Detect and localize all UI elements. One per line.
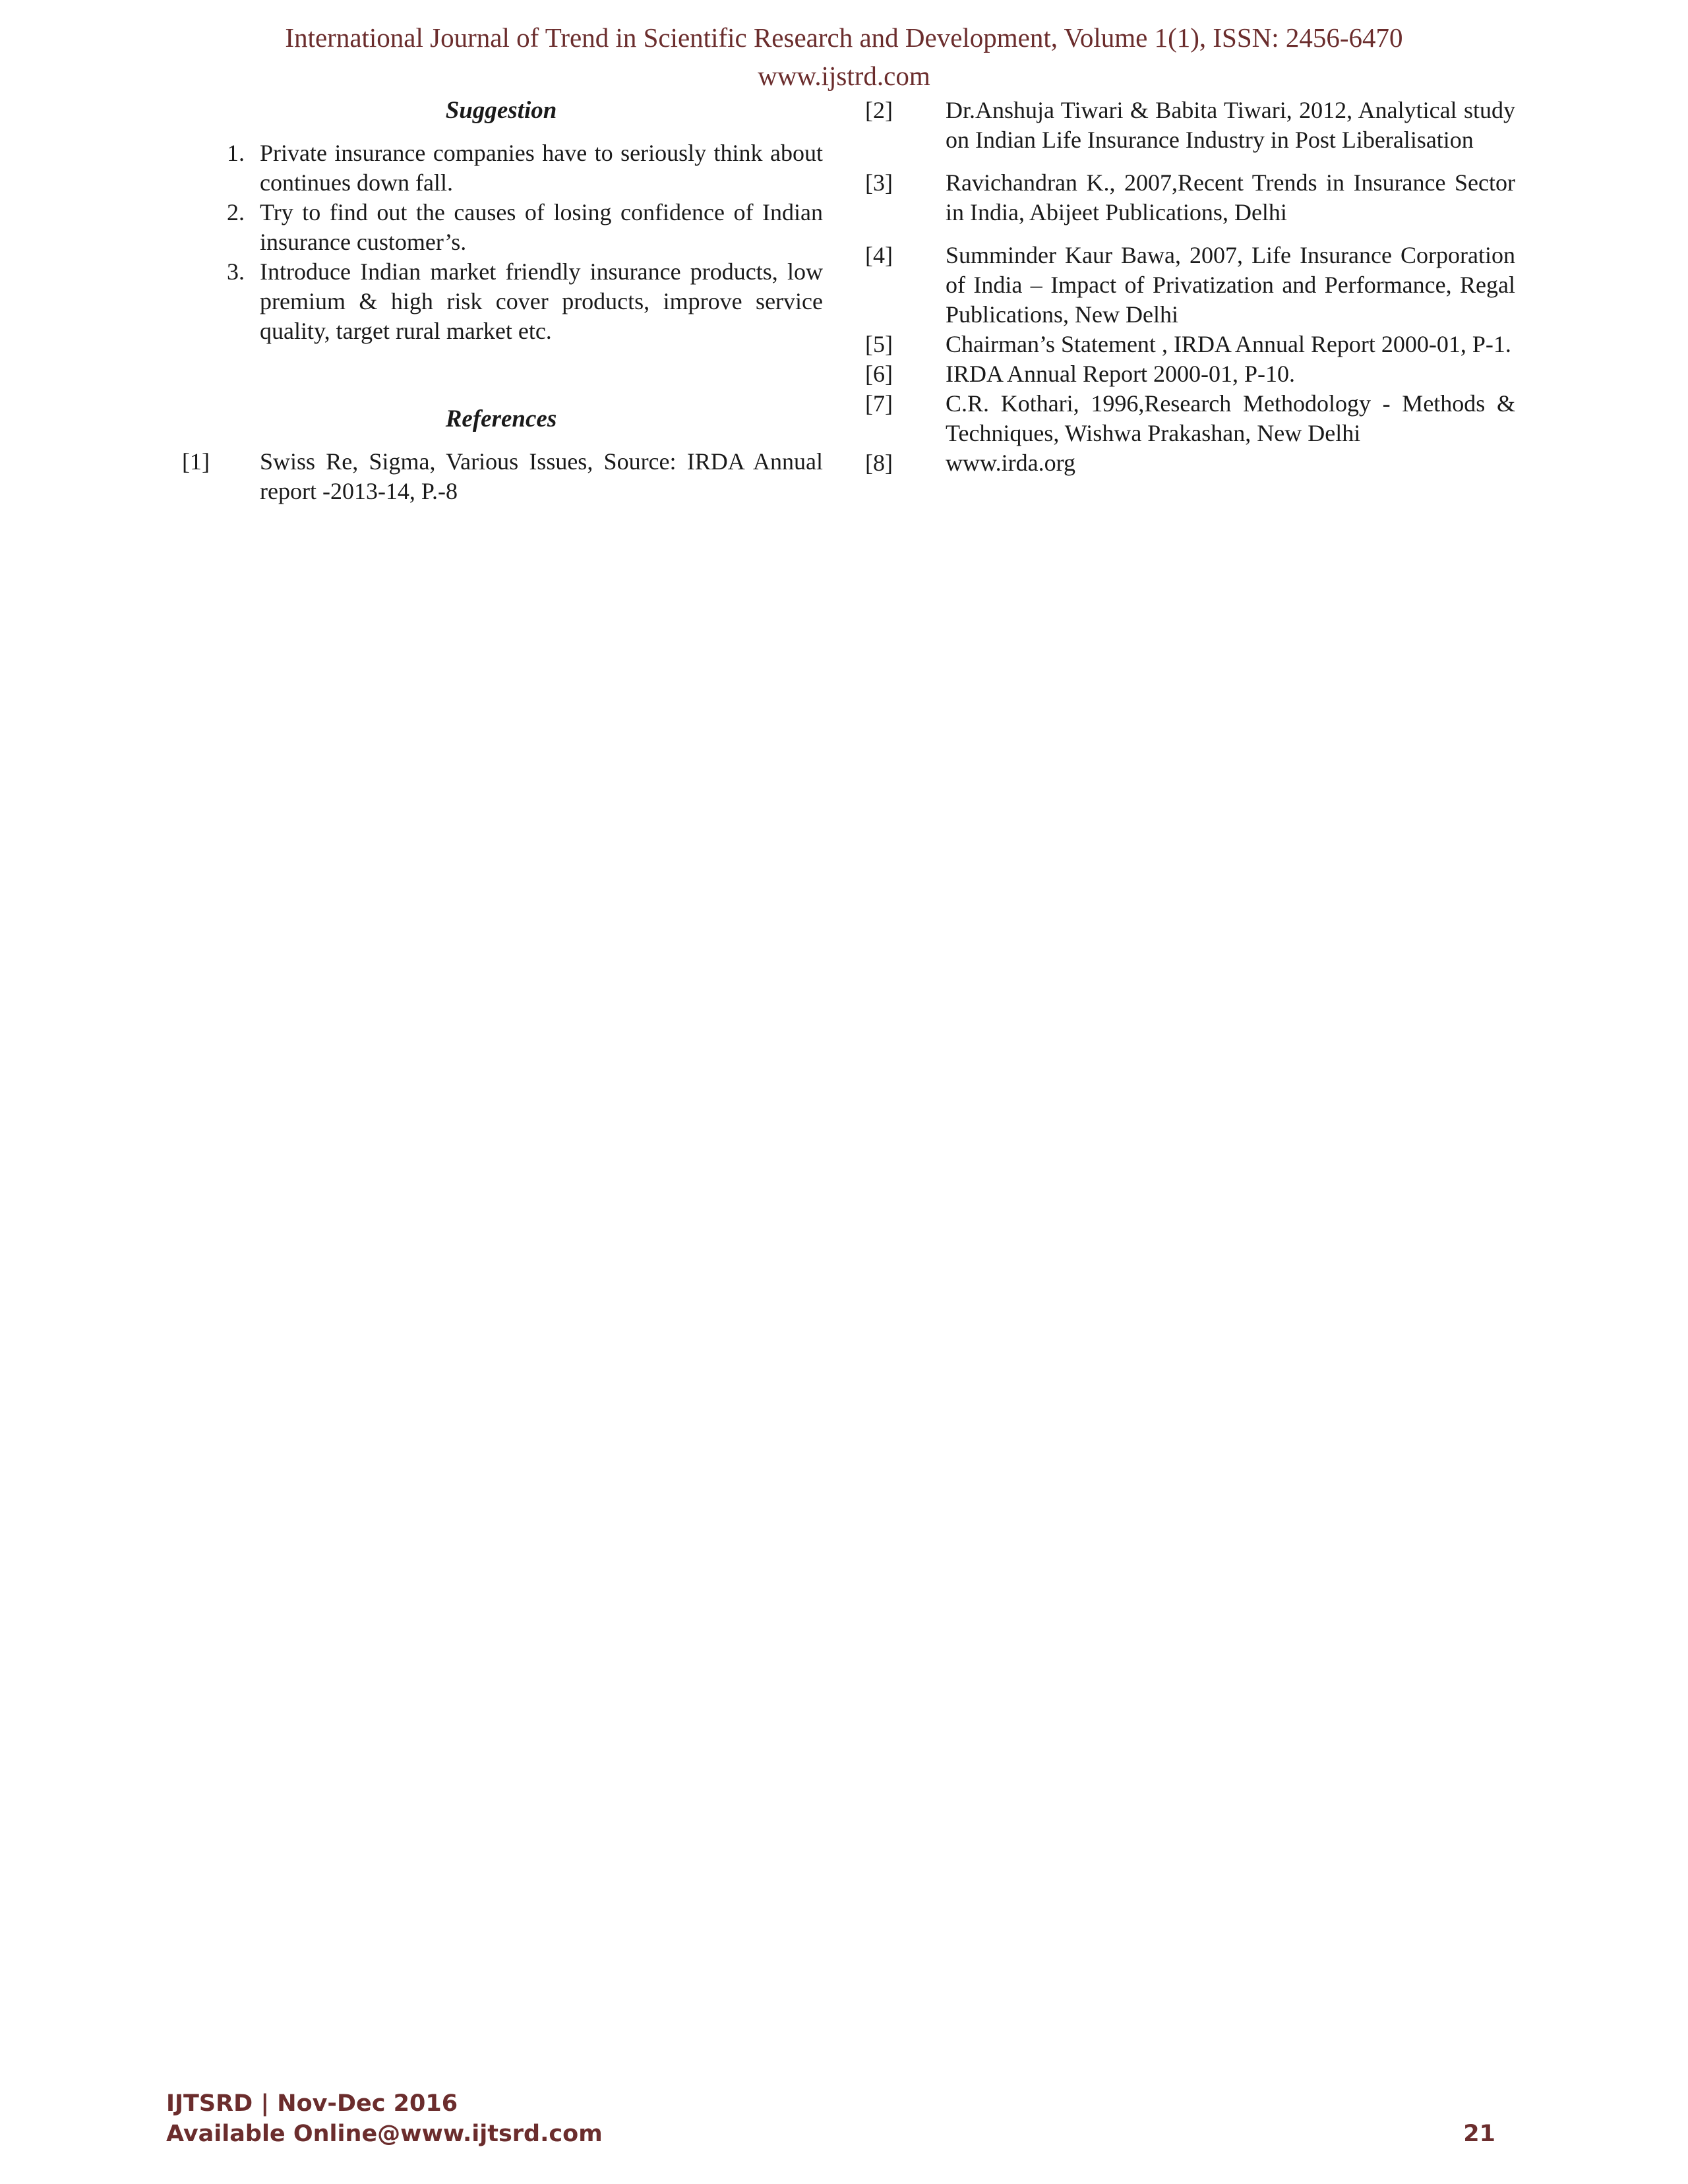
- reference-item: [865, 241, 1515, 330]
- suggestion-item: [179, 257, 823, 346]
- references-heading: References: [445, 405, 557, 432]
- reference-number: [2]: [865, 97, 893, 123]
- running-header: [0, 18, 1688, 95]
- reference-item: [865, 168, 1515, 227]
- reference-number: [3]: [865, 169, 893, 196]
- reference-text: Dr.Anshuja Tiwari & Babita Tiwari, 2012, Analytical study on Indian Life Insurance Industry in Post Liberalisation: [946, 97, 1515, 153]
- suggestion-number: 1.: [227, 140, 245, 166]
- reference-text: Swiss Re, Sigma, Various Issues, Source: IRDA Annual report -2013-14, P.-8: [260, 448, 823, 504]
- footer-issue: IJTSRD | Nov-Dec 2016: [166, 2090, 458, 2117]
- reference-number: [5]: [865, 331, 893, 357]
- reference-text: Ravichandran K., 2007,Recent Trends in Insurance Sector in India, Abijeet Publications, Delhi: [946, 169, 1515, 225]
- reference-text: Summinder Kaur Bawa, 2007, Life Insurance Corporation of India – Impact of Privatization and Performance, Regal Publications, New Delhi: [946, 242, 1515, 328]
- journal-website: www.ijstrd.com: [758, 61, 930, 91]
- suggestion-list: [179, 138, 823, 346]
- suggestion-text: Private insurance companies have to seriously think about continues down fall.: [260, 140, 823, 196]
- reference-number: [8]: [865, 450, 893, 476]
- reference-item: [179, 447, 823, 506]
- reference-number: [1]: [182, 448, 210, 475]
- suggestion-heading: Suggestion: [445, 97, 557, 124]
- reference-list-right: [865, 96, 1515, 478]
- suggestion-text: Try to find out the causes of losing confidence of Indian insurance customer’s.: [260, 199, 823, 255]
- reference-number: [7]: [865, 390, 893, 417]
- reference-item: [865, 359, 1515, 389]
- reference-item: [865, 448, 1515, 478]
- reference-text: C.R. Kothari, 1996,Research Methodology - Methods & Techniques, Wishwa Prakashan, New Delhi: [946, 390, 1515, 446]
- suggestion-text: Introduce Indian market friendly insurance products, low premium & high risk cover products, improve service quality, target rural market etc.: [260, 258, 823, 344]
- reference-number: [6]: [865, 361, 893, 387]
- suggestion-item: [179, 198, 823, 257]
- suggestion-number: 3.: [227, 258, 245, 285]
- page-footer: [166, 2088, 603, 2149]
- reference-list-left: [179, 447, 823, 506]
- suggestion-number: 2.: [227, 199, 245, 225]
- footer-availability: Available Online@www.ijtsrd.com: [166, 2121, 603, 2147]
- reference-number: [4]: [865, 242, 893, 268]
- reference-item: [865, 330, 1515, 359]
- suggestion-item: [179, 138, 823, 198]
- reference-text: www.irda.org: [946, 450, 1075, 476]
- page-number: 21: [1463, 2121, 1495, 2147]
- reference-item: [865, 389, 1515, 448]
- journal-title-line: International Journal of Trend in Scientific Research and Development, Volume 1(1), ISSN: 2456-6470: [285, 22, 1403, 53]
- right-column: [865, 96, 1515, 478]
- left-column: [179, 96, 823, 519]
- reference-item: [865, 96, 1515, 155]
- reference-text: Chairman’s Statement , IRDA Annual Report 2000-01, P-1.: [946, 331, 1511, 357]
- reference-text: IRDA Annual Report 2000-01, P-10.: [946, 361, 1295, 387]
